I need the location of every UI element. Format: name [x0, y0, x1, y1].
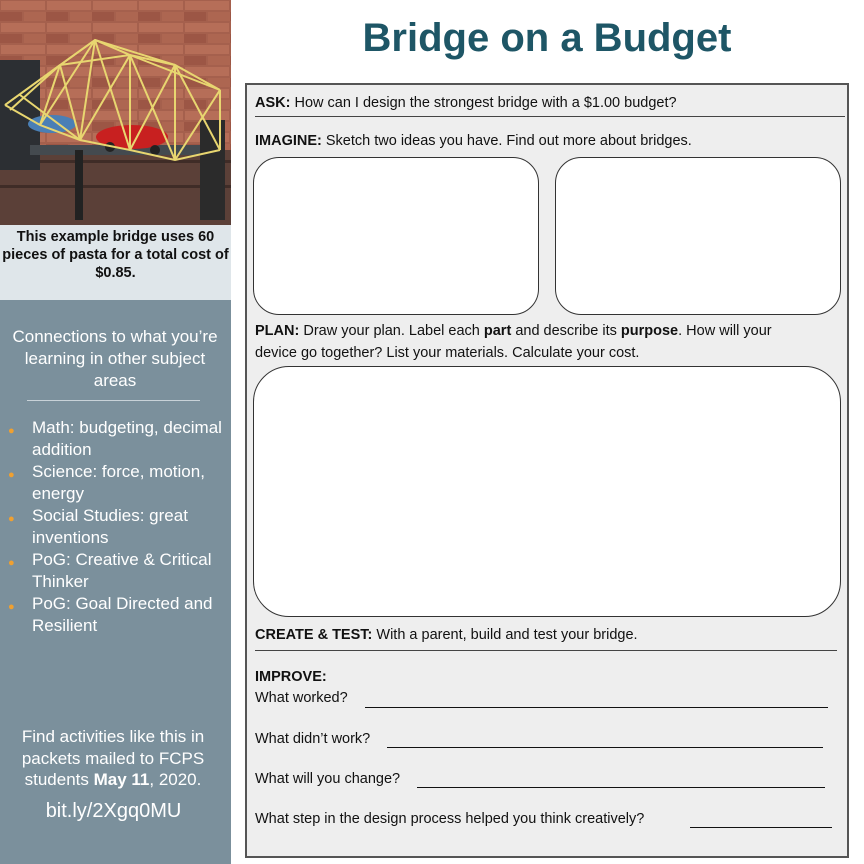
plan-text: . How will your: [678, 323, 772, 339]
bullet-icon: ●: [8, 601, 15, 613]
subject-label: Science: force, motion, energy: [32, 462, 205, 503]
plan-line-2: device go together? List your materials. Calculate your cost.: [255, 345, 640, 361]
plan-purpose: purpose: [620, 323, 679, 339]
plan-line: [255, 323, 772, 339]
plan-text: and describe its: [511, 323, 621, 339]
answer-line-design-step[interactable]: [690, 827, 832, 828]
question-design-step: What step in the design process helped you think creatively?: [255, 811, 645, 827]
ask-text: How can I design the strongest bridge with a $1.00 budget?: [290, 95, 677, 111]
sidebar: [0, 0, 231, 864]
pasta-bridge-illustration: [0, 0, 231, 225]
idea-sketch-box-1[interactable]: [253, 157, 539, 315]
subject-list: [0, 417, 231, 637]
divider: [27, 400, 200, 401]
list-item: [0, 593, 231, 637]
answer-line-what-didnt-work[interactable]: [387, 747, 823, 748]
improve-label: [255, 669, 327, 685]
activities-link[interactable]: bit.ly/2Xgq0MU: [45, 800, 182, 822]
idea-sketch-box-2[interactable]: [555, 157, 841, 315]
ask-label: ASK:: [255, 95, 291, 111]
list-item: [0, 505, 231, 549]
create-test-line: [255, 627, 638, 643]
bullet-icon: ●: [8, 513, 15, 525]
page-title: Bridge on a Budget: [362, 16, 732, 60]
bullet-icon: ●: [8, 425, 15, 437]
subject-label: Math: budgeting, decimal addition: [32, 418, 222, 459]
plan-text: Draw your plan. Label each: [299, 323, 484, 339]
bullet-icon: ●: [8, 469, 15, 481]
packets-text: Find activities like this in packets mailed to FCPS students: [21, 727, 205, 789]
rule: [255, 650, 837, 651]
imagine-text: Sketch two ideas you have. Find out more about bridges.: [321, 133, 692, 149]
pasta-bridge-photo: [0, 0, 231, 225]
list-item: [0, 461, 231, 505]
worksheet: [245, 83, 849, 858]
plan-label: PLAN:: [255, 323, 300, 339]
packets-year: , 2020.: [149, 770, 202, 789]
connections-heading: Connections to what you’re learning in other subject areas: [12, 327, 218, 390]
bullet-icon: ●: [8, 557, 15, 569]
plan-part: part: [483, 323, 512, 339]
list-item: [0, 417, 231, 461]
create-text: With a parent, build and test your bridge.: [372, 627, 638, 643]
question-what-worked: What worked?: [255, 690, 348, 706]
question-what-didnt-work: What didn’t work?: [255, 731, 371, 747]
packets-note: [6, 726, 220, 791]
plan-drawing-box[interactable]: [253, 366, 841, 617]
imagine-line: [255, 133, 692, 149]
photo-caption: This example bridge uses 60 pieces of pasta for a total cost of $0.85.: [0, 225, 231, 300]
subject-label: Social Studies: great inventions: [32, 506, 188, 547]
improve-heading: IMPROVE:: [255, 669, 327, 685]
question-what-will-change: What will you change?: [255, 771, 401, 787]
subject-label: PoG: Goal Directed and Resilient: [32, 594, 213, 635]
create-label: CREATE & TEST:: [255, 627, 373, 643]
imagine-label: IMAGINE:: [255, 133, 322, 149]
ask-line: [255, 95, 677, 111]
list-item: [0, 549, 231, 593]
answer-line-what-will-change[interactable]: [417, 787, 825, 788]
answer-line-what-worked[interactable]: [365, 707, 828, 708]
rule: [255, 116, 845, 117]
packets-date: May 11: [93, 770, 150, 789]
subject-label: PoG: Creative & Critical Thinker: [32, 550, 212, 591]
